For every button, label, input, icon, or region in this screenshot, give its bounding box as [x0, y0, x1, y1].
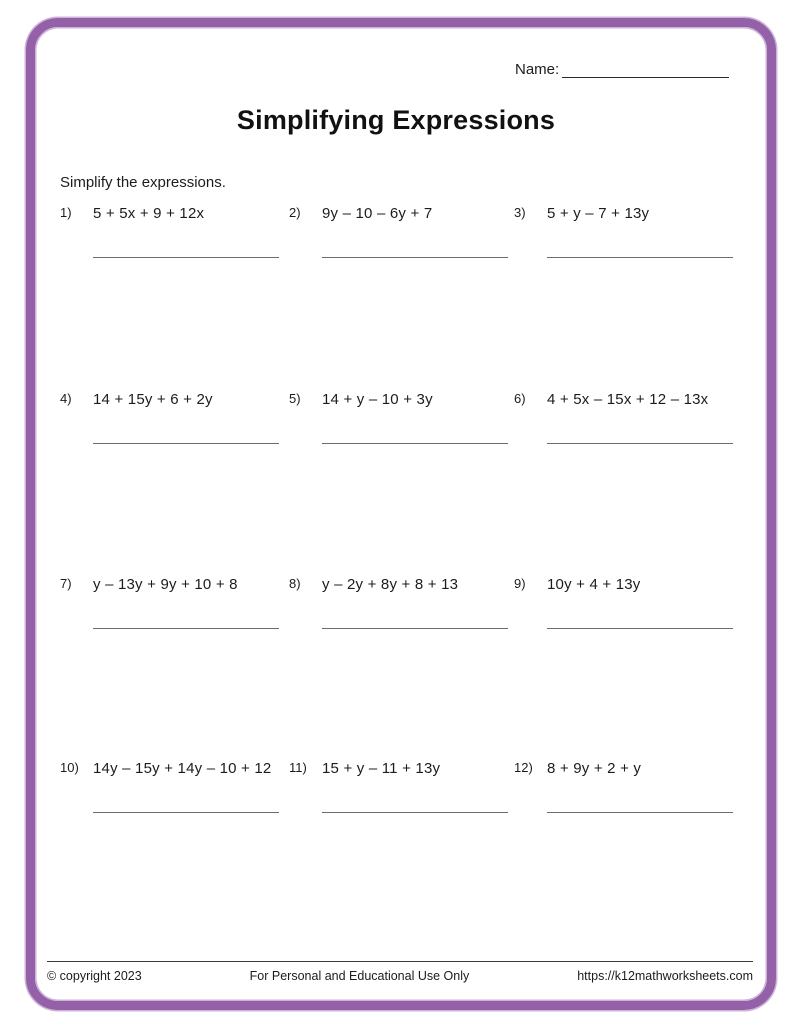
problem-expression: 15 + y – 11 + 13y — [322, 760, 441, 777]
problem-6 — [514, 391, 708, 409]
problem-number: 5) — [289, 391, 301, 406]
answer-line — [93, 443, 279, 444]
problem-7 — [60, 576, 238, 594]
problem-number: 2) — [289, 205, 301, 220]
copyright-text: © copyright 2023 — [47, 969, 142, 983]
problem-10 — [60, 760, 271, 778]
problem-expression: 5 + y – 7 + 13y — [547, 205, 650, 222]
problem-expression: 14 + y – 10 + 3y — [322, 391, 433, 408]
problem-expression: 14y – 15y + 14y – 10 + 12 — [93, 760, 272, 777]
problem-number: 3) — [514, 205, 526, 220]
problem-expression: 4 + 5x – 15x + 12 – 13x — [547, 391, 709, 408]
problem-number: 6) — [514, 391, 526, 406]
answer-line — [322, 257, 508, 258]
problem-1 — [60, 205, 204, 223]
answer-line — [93, 628, 279, 629]
problem-expression: 8 + 9y + 2 + y — [547, 760, 642, 777]
problem-number: 9) — [514, 576, 526, 591]
footer — [47, 961, 753, 983]
problem-5 — [289, 391, 433, 409]
website-url: https://k12mathworksheets.com — [577, 969, 753, 983]
answer-line — [322, 812, 508, 813]
problem-9 — [514, 576, 641, 594]
problem-number: 10) — [60, 760, 79, 775]
answer-line — [547, 443, 733, 444]
problem-expression: y – 13y + 9y + 10 + 8 — [93, 576, 238, 593]
problem-number: 7) — [60, 576, 72, 591]
problem-expression: y – 2y + 8y + 8 + 13 — [322, 576, 459, 593]
problem-number: 11) — [289, 760, 307, 775]
instruction-text: Simplify the expressions. — [60, 174, 226, 191]
problem-number: 4) — [60, 391, 72, 406]
answer-line — [322, 443, 508, 444]
problem-expression: 14 + 15y + 6 + 2y — [93, 391, 213, 408]
name-label: Name: — [515, 61, 560, 78]
answer-line — [547, 257, 733, 258]
problem-number: 12) — [514, 760, 533, 775]
problem-number: 8) — [289, 576, 301, 591]
answer-line — [322, 628, 508, 629]
answer-line — [93, 257, 279, 258]
problem-number: 1) — [60, 205, 72, 220]
problem-expression: 5 + 5x + 9 + 12x — [93, 205, 205, 222]
name-input-line — [562, 61, 729, 78]
answer-line — [93, 812, 279, 813]
problem-4 — [60, 391, 213, 409]
problem-2 — [289, 205, 432, 223]
problem-8 — [289, 576, 458, 594]
problem-expression: 9y – 10 – 6y + 7 — [322, 205, 433, 222]
usage-text: For Personal and Educational Use Only — [249, 969, 470, 983]
problem-expression: 10y + 4 + 13y — [547, 576, 641, 593]
page-title: Simplifying Expressions — [236, 105, 556, 135]
answer-line — [547, 628, 733, 629]
page-border — [26, 18, 776, 1010]
problem-12 — [514, 760, 641, 778]
problem-3 — [514, 205, 649, 223]
problem-11 — [289, 760, 440, 778]
name-row — [515, 61, 729, 78]
answer-line — [547, 812, 733, 813]
